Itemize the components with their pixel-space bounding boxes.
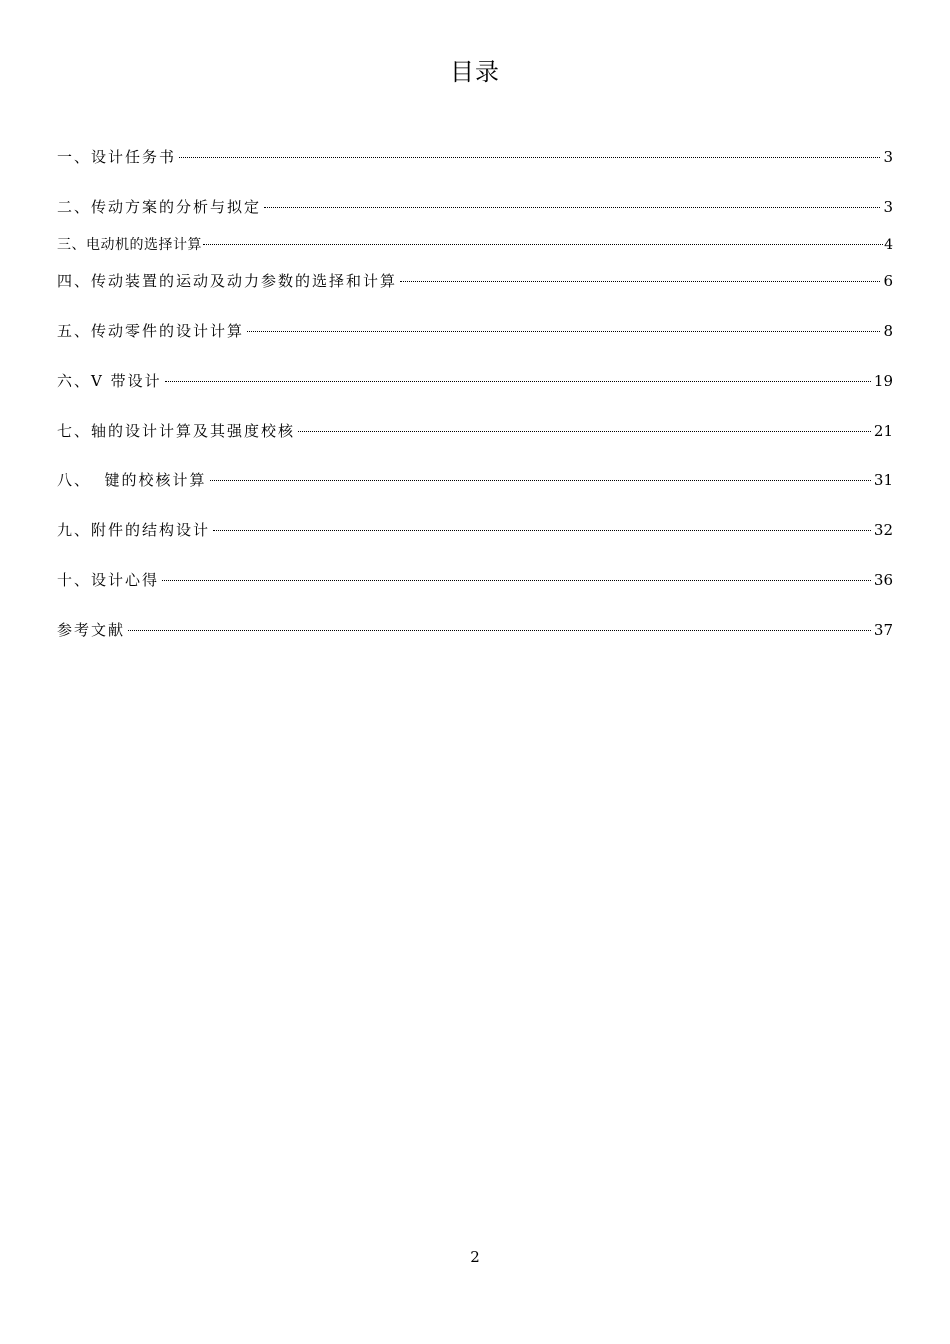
toc-dot-leader [179, 157, 880, 158]
toc-entry-label: 六、V 带设计 [57, 372, 162, 390]
toc-dot-leader [213, 530, 871, 531]
toc-entry-page: 36 [873, 571, 893, 589]
toc-entry-page: 21 [873, 422, 893, 440]
toc-entry-7[interactable] [57, 421, 893, 441]
toc-entry-11[interactable] [57, 620, 893, 640]
toc-entry-page: 6 [883, 272, 893, 290]
toc-entry-page: 3 [883, 148, 893, 166]
toc-entry-label: 参考文献 [57, 621, 126, 639]
toc-entry-4[interactable] [57, 271, 893, 291]
toc-entry-page: 37 [873, 621, 893, 639]
toc-entry-label: 十、设计心得 [57, 571, 160, 589]
page-number: 2 [470, 1248, 480, 1266]
toc-entry-label: 五、传动零件的设计计算 [57, 322, 245, 340]
toc-entry-8[interactable] [57, 470, 893, 490]
toc-dot-leader [162, 580, 871, 581]
toc-dot-leader [165, 381, 871, 382]
toc-entry-page: 8 [883, 322, 893, 340]
toc-dot-leader [128, 630, 871, 631]
toc-dot-leader [210, 480, 871, 481]
toc-entry-label: 九、附件的结构设计 [57, 521, 211, 539]
toc-dot-leader [247, 331, 880, 332]
toc-entry-6[interactable] [57, 371, 893, 391]
page-title: 目录 [450, 58, 500, 86]
toc-entry-label: 二、传动方案的分析与拟定 [57, 198, 262, 216]
toc-entry-page: 31 [873, 471, 893, 489]
toc-entry-page: 19 [873, 372, 893, 390]
toc-entry-label: 八、 键的校核计算 [57, 471, 207, 489]
toc-entry-label: 七、轴的设计计算及其强度校核 [57, 422, 296, 440]
toc-entry-1[interactable] [57, 147, 893, 167]
toc-entry-2[interactable] [57, 197, 893, 217]
toc-dot-leader [400, 281, 880, 282]
toc-entry-page: 4 [884, 237, 893, 253]
toc-dot-leader [203, 244, 883, 245]
toc-entry-label: 三、电动机的选择计算 [57, 237, 202, 253]
toc-entry-page: 3 [883, 198, 893, 216]
toc-entry-9[interactable] [57, 520, 893, 540]
toc-entry-5[interactable] [57, 321, 893, 341]
toc-dot-leader [298, 431, 871, 432]
toc-entry-label: 四、传动装置的运动及动力参数的选择和计算 [57, 272, 398, 290]
toc-entry-3[interactable] [57, 235, 893, 255]
toc-entry-page: 32 [873, 521, 893, 539]
toc-entry-label: 一、设计任务书 [57, 148, 177, 166]
toc-dot-leader [264, 207, 880, 208]
toc-entry-10[interactable] [57, 570, 893, 590]
